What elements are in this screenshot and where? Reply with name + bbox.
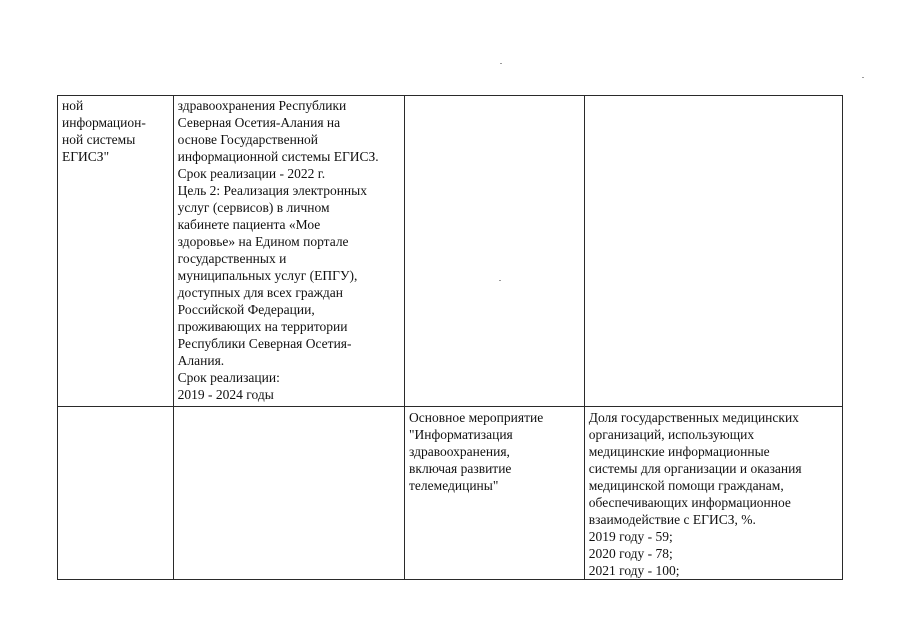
- cell-text: [62, 407, 169, 408]
- cell-text: [589, 96, 838, 97]
- table-cell-indicator: [584, 407, 842, 580]
- cell-text: [178, 407, 400, 408]
- table-row: [58, 96, 843, 407]
- table-cell-empty: [584, 96, 842, 407]
- table-cell-empty: [173, 407, 404, 580]
- table-cell-main-activity: [405, 407, 585, 580]
- table-cell-empty: [405, 96, 585, 407]
- document-table: [57, 95, 843, 580]
- table-cell-system-name: [58, 96, 174, 407]
- cell-text: [409, 96, 580, 97]
- cell-text: Основное мероприятие "Информатизация здравоохранения, включая развитие телемедицины": [409, 410, 544, 493]
- table-cell-empty: [58, 407, 174, 580]
- scan-speck: [862, 77, 864, 78]
- table-cell-goals: [173, 96, 404, 407]
- table-row: [58, 407, 843, 580]
- scan-speck: [500, 63, 502, 64]
- cell-text: здравоохранения Республики Северная Осетия-Алания на основе Государственной информационной системы ЕГИСЗ. Срок реализации - 2022 г. Цель 2: Реализация электронных услуг (сервисов) в личном кабинете пациента «Мое здоровье» на Едином портале государственных и муниципальных услуг (ЕПГУ), доступных для всех граждан Российской Федерации, проживающих на территории Республики Северная Осетия- Алания. Срок реализации: 2019 - 2024 годы: [177, 98, 379, 402]
- cell-text: ной информацион- ной системы ЕГИСЗ": [62, 98, 146, 164]
- cell-text: Доля государственных медицинских организаций, использующих медицинские информационные системы для организации и оказания медицинской помощи гражданам, обеспечивающих информационное взаимодействие с ЕГИСЗ, %. 2019 году - 59; 2020 году - 78; 2021 году - 100;: [588, 410, 802, 578]
